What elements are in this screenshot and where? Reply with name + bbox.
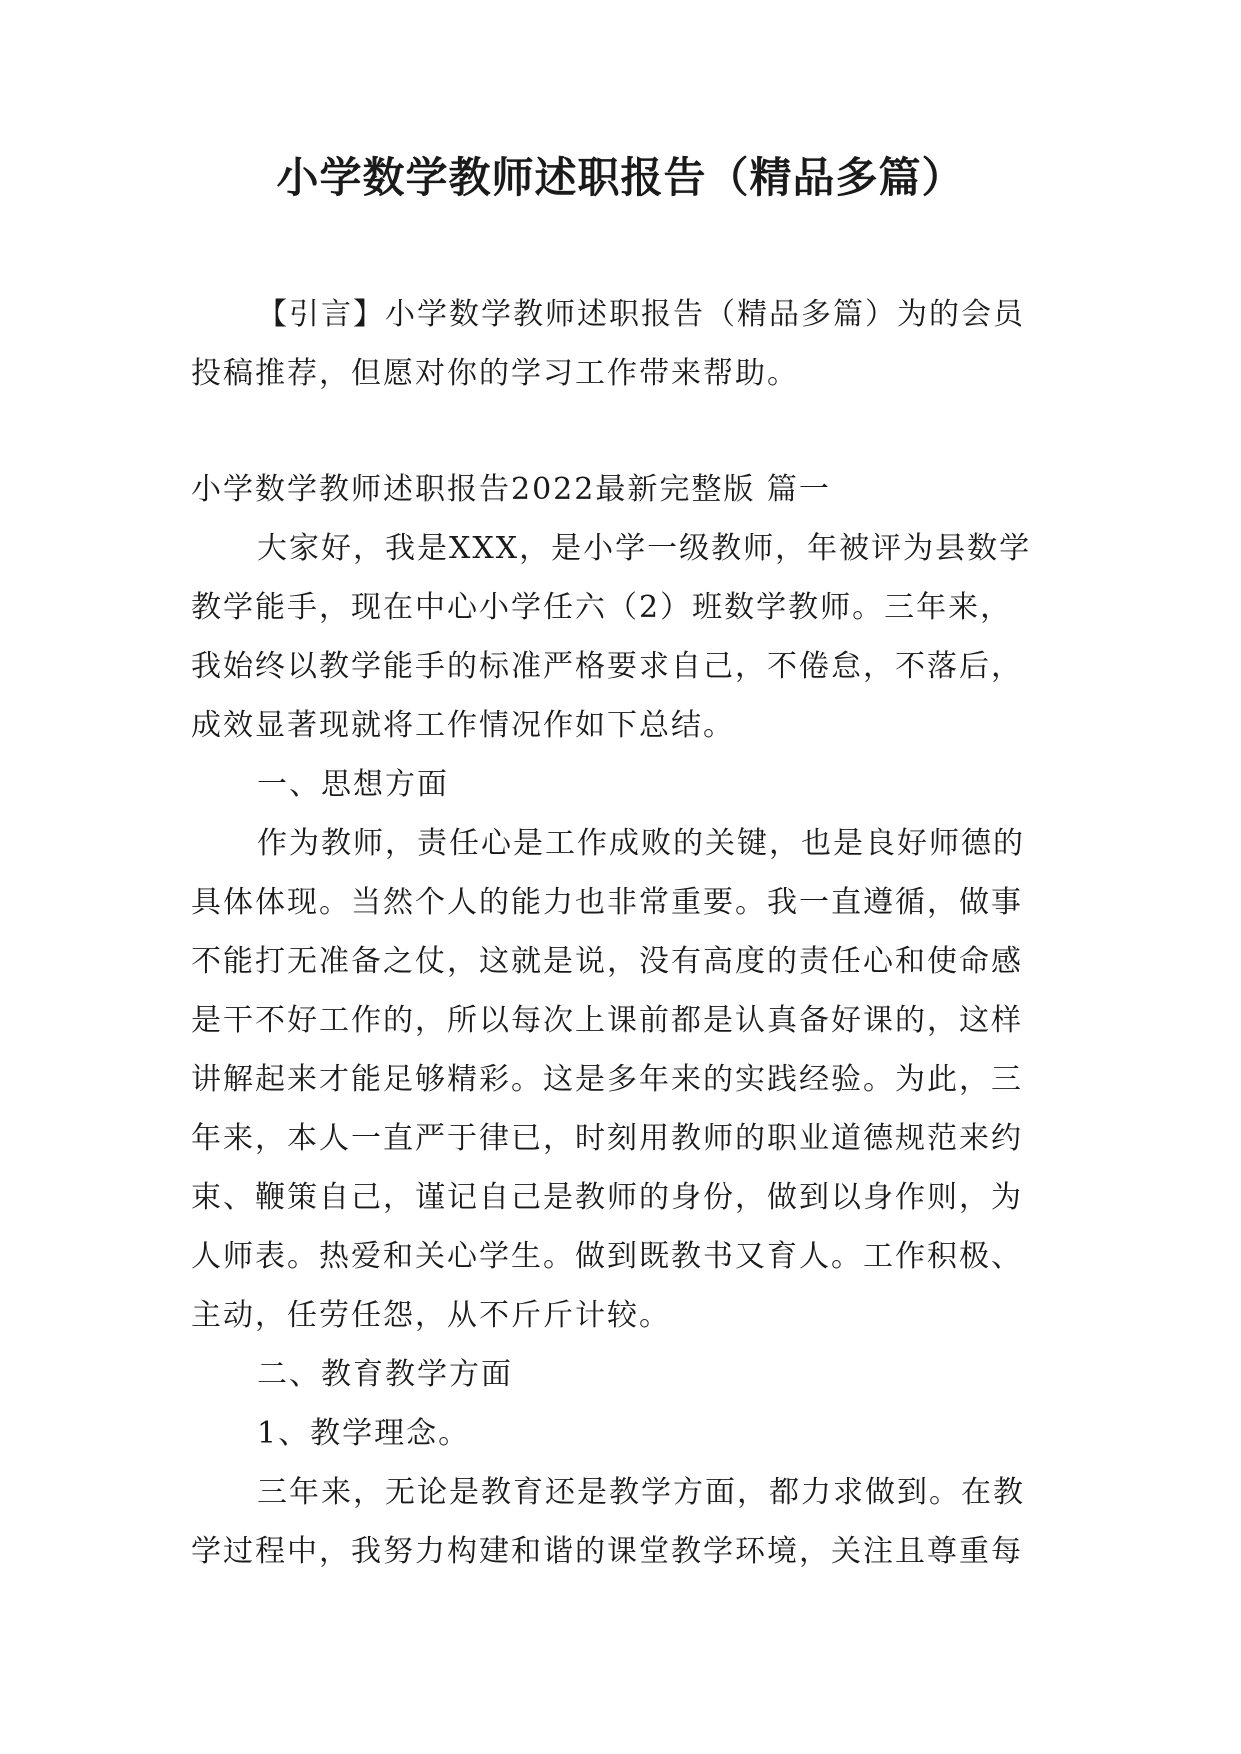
paragraph-intro-self xyxy=(191,519,1061,755)
section-heading: 小学数学教师述职报告2022最新完整版 篇一 xyxy=(191,472,831,507)
text-line: 具体体现。当然个人的能力也非常重要。我一直遵循，做事 xyxy=(191,885,1023,920)
text-line: 我始终以教学能手的标准严格要求自己，不倦怠，不落后， xyxy=(191,649,1023,684)
intro-block xyxy=(191,285,1061,403)
text-line: 讲解起来才能足够精彩。这是多年来的实践经验。为此，三 xyxy=(191,1062,1023,1097)
document-title: 小学数学教师述职报告（精品多篇） xyxy=(276,153,965,202)
text-line: 是干不好工作的，所以每次上课前都是认真备好课的，这样 xyxy=(191,1003,1023,1038)
text-line: 成效显著现就将工作情况作如下总结。 xyxy=(191,708,735,743)
text-line: 大家好，我是XXX，是小学一级教师，年被评为县数学 xyxy=(257,531,1032,566)
text-line: 主动，任劳任怨，从不斤斤计较。 xyxy=(191,1298,671,1333)
text-line: 束、鞭策自己，谨记自己是教师的身份，做到以身作则，为 xyxy=(191,1180,1023,1215)
subheading-teaching: 二、教育教学方面 xyxy=(257,1357,513,1392)
text-line: 不能打无准备之仗，这就是说，没有高度的责任心和使命感 xyxy=(191,944,1023,979)
paragraph-teaching-concept xyxy=(191,1463,1061,1581)
text-line: 年来，本人一直严于律已，时刻用教师的职业道德规范来约 xyxy=(191,1121,1023,1156)
subheading-teaching-concept: 1、教学理念。 xyxy=(257,1416,471,1451)
text-line: 人师表。热爱和关心学生。做到既教书又育人。工作积极、 xyxy=(191,1239,1023,1274)
text-line: 投稿推荐，但愿对你的学习工作带来帮助。 xyxy=(191,356,799,391)
text-line: 学过程中，我努力构建和谐的课堂教学环境，关注且尊重每 xyxy=(191,1534,1023,1569)
text-line: 作为教师，责任心是工作成败的关键，也是良好师德的 xyxy=(257,826,1025,861)
text-line: 教学能手，现在中心小学任六（2）班数学教师。三年来， xyxy=(191,590,1013,625)
main-content xyxy=(191,460,1061,1581)
intro-paragraph xyxy=(191,285,1061,403)
subheading-thought: 一、思想方面 xyxy=(257,767,449,802)
text-line: 三年来，无论是教育还是教学方面，都力求做到。在教 xyxy=(257,1475,1025,1510)
paragraph-thought xyxy=(191,814,1061,1345)
text-line: 【引言】小学数学教师述职报告（精品多篇）为的会员 xyxy=(257,297,1025,332)
